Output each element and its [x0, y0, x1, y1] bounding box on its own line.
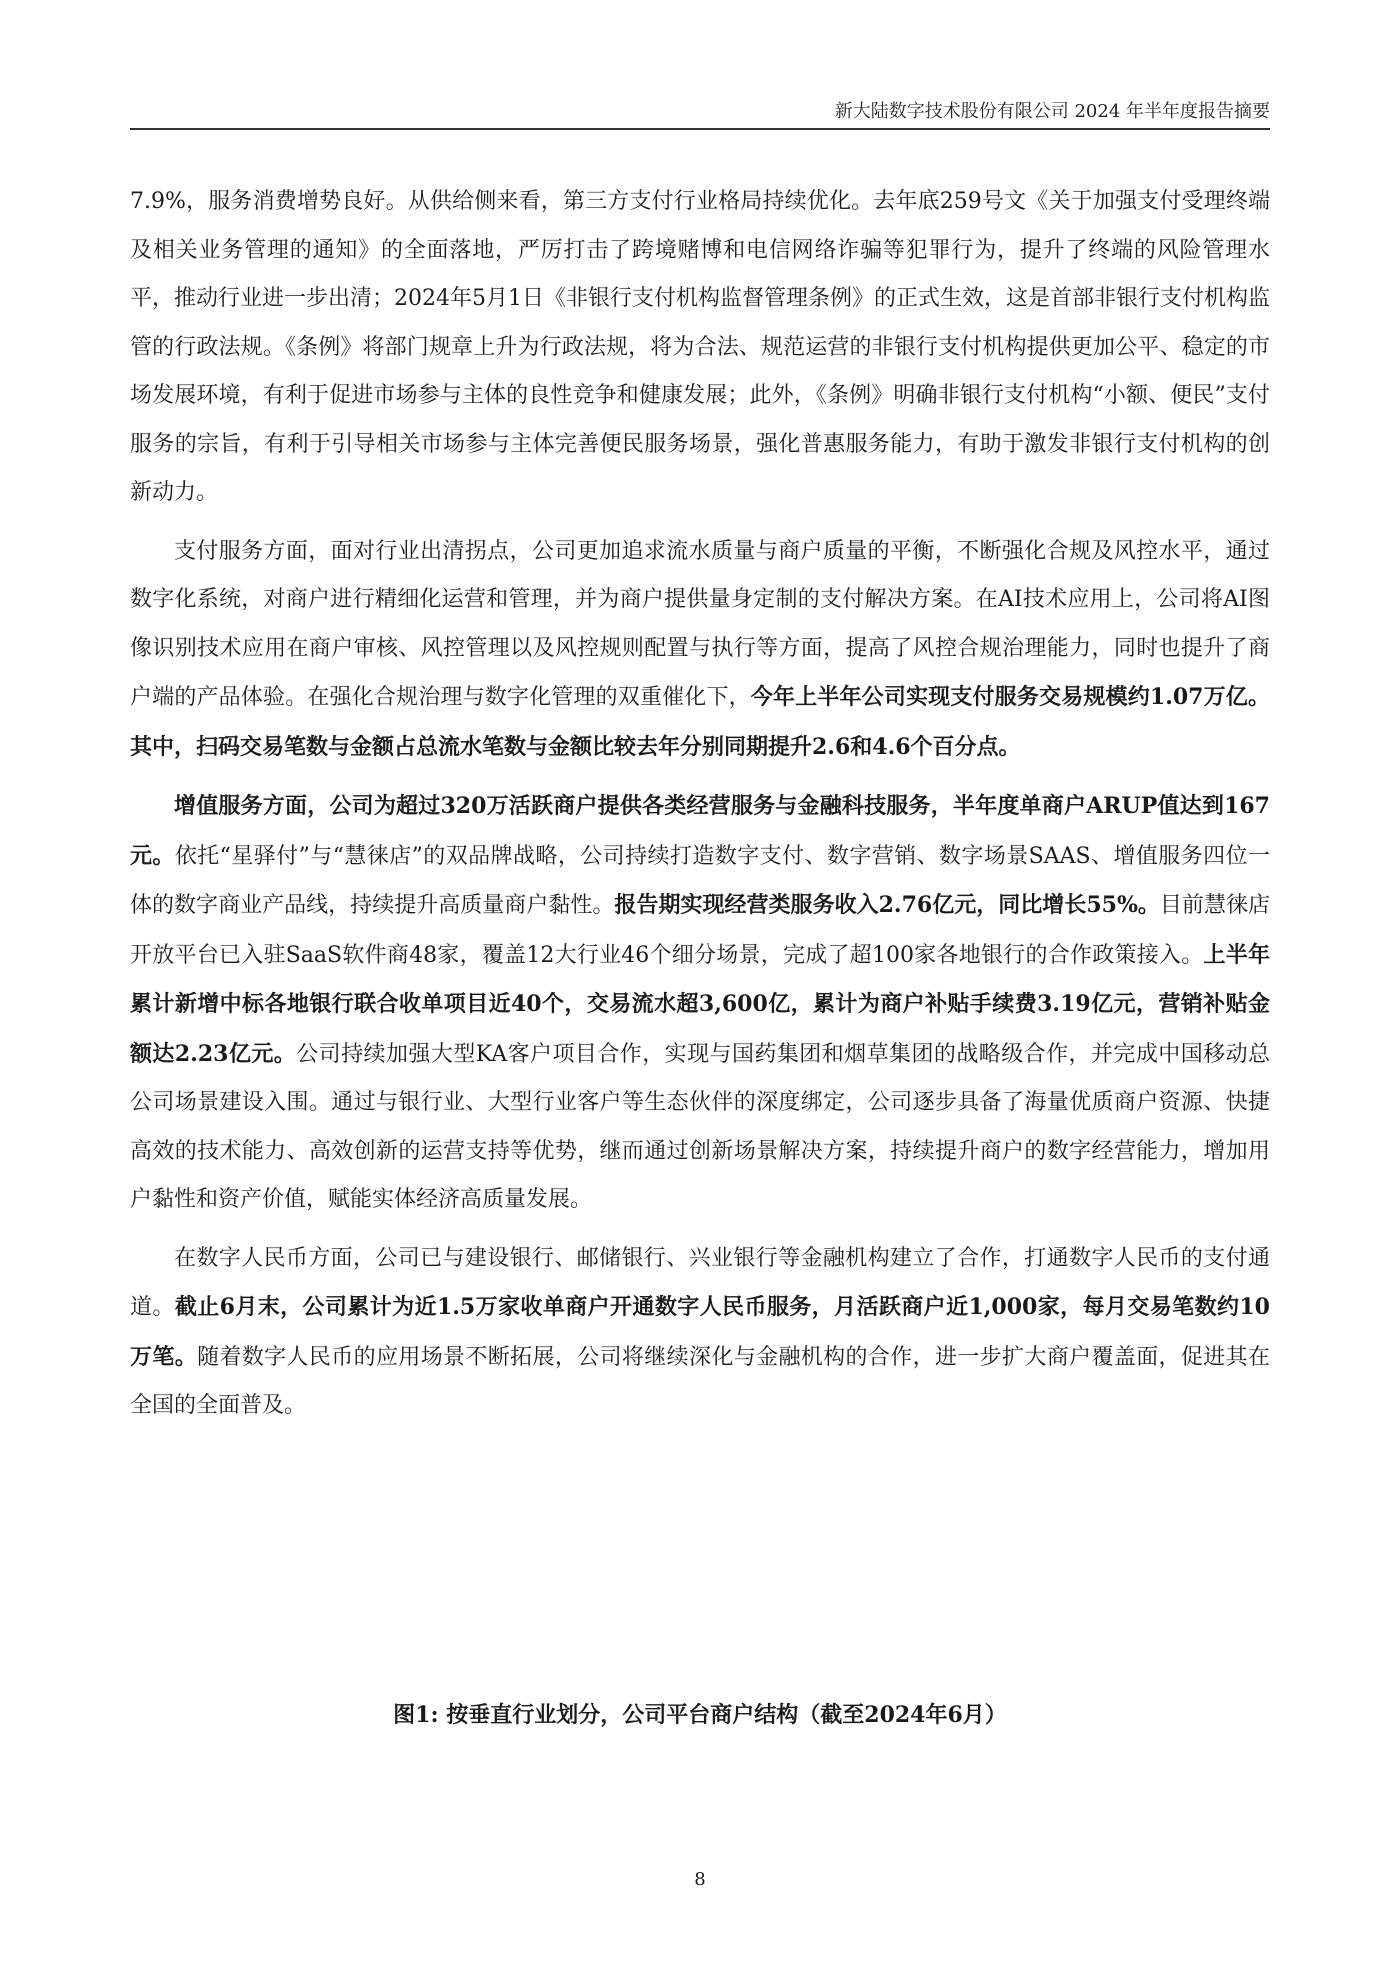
paragraph-3-text-1: 依托“星驿付”与“慧徕店”的双品牌战略，公司持续打造数字支付、数字营销、数字场景SAAS、增值服务四位一体的数字商业产品线，持续提升高质量商户黏性。	[130, 843, 1270, 918]
paragraph-3	[130, 782, 1270, 1225]
paragraph-2-bold-text: 今年上半年公司实现支付服务交易规模约1.07万亿。其中，扫码交易笔数与金额占总流水笔数与金额比较去年分别同期提升2.6和4.6个百分点。	[130, 684, 1270, 760]
paragraph-3-bold-text-1: 增值服务方面，公司为超过320万活跃商户提供各类经营服务与金融科技服务，半年度单商户ARUP值达到167元。	[130, 793, 1270, 869]
header-rule	[130, 128, 1270, 130]
body-text	[130, 178, 1270, 1431]
paragraph-1-text: 7.9%，服务消费增势良好。从供给侧来看，第三方支付行业格局持续优化。去年底259号文《关于加强支付受理终端及相关业务管理的通知》的全面落地，严厉打击了跨境赌博和电信网络诈骗等犯罪行为，提升了终端的风险管理水平，推动行业进一步出清；2024年5月1日《非银行支付机构监督管理条例》的正式生效，这是首部非银行支付机构监管的行政法规。《条例》将部门规章上升为行政法规，将为合法、规范运营的非银行支付机构提供更加公平、稳定的市场发展环境，有利于促进市场参与主体的良性竞争和健康发展；此外，《条例》明确非银行支付机构“小额、便民”支付服务的宗旨，有利于引导相关市场参与主体完善便民服务场景，强化普惠服务能力，有助于激发非银行支付机构的创新动力。	[130, 189, 1270, 505]
page-number: 8	[694, 1869, 706, 1890]
paragraph-3-text-2: 目前慧徕店开放平台已入驻SaaS软件商48家，覆盖12大行业46个细分场景，完成了超100家各地银行的合作政策接入。	[130, 893, 1270, 968]
paragraph-4	[130, 1235, 1270, 1431]
paragraph-2	[130, 528, 1270, 773]
paragraph-1	[130, 178, 1270, 518]
paragraph-3-bold-text-3: 上半年累计新增中标各地银行联合收单项目近40个，交易流水超3,600亿，累计为商户补贴手续费3.19亿元，营销补贴金额达2.23亿元。	[130, 941, 1270, 1067]
running-header: 新大陆数字技术股份有限公司 2024 年半年度报告摘要	[834, 101, 1270, 122]
paragraph-4-bold-text: 截止6月末，公司累计为近1.5万家收单商户开通数字人民币服务，月活跃商户近1,000家，每月交易笔数约10万笔。	[130, 1294, 1270, 1370]
figure-caption: 图1: 按垂直行业划分，公司平台商户结构（截至2024年6月）	[393, 1702, 1007, 1728]
paragraph-2-text: 支付服务方面，面对行业出清拐点，公司更加追求流水质量与商户质量的平衡，不断强化合规及风控水平，通过数字化系统，对商户进行精细化运营和管理，并为商户提供量身定制的支付解决方案。在AI技术应用上，公司将AI图像识别技术应用在商户审核、风控管理以及风控规则配置与执行等方面，提高了风控合规治理能力，同时也提升了商户端的产品体验。在强化合规治理与数字化管理的双重催化下，	[130, 538, 1270, 710]
paragraph-3-text-3: 公司持续加强大型KA客户项目合作，实现与国药集团和烟草集团的战略级合作，并完成中国移动总公司场景建设入围。通过与银行业、大型行业客户等生态伙伴的深度绑定，公司逐步具备了海量优质商户资源、快捷高效的技术能力、高效创新的运营支持等优势，继而通过创新场景解决方案，持续提升商户的数字经营能力，增加用户黏性和资产价值，赋能实体经济高质量发展。	[130, 1041, 1271, 1212]
paragraph-4-text-2: 随着数字人民币的应用场景不断拓展，公司将继续深化与金融机构的合作，进一步扩大商户覆盖面，促进其在全国的全面普及。	[130, 1344, 1270, 1418]
paragraph-3-bold-text-2: 报告期实现经营类服务收入2.76亿元，同比增长55%。	[614, 892, 1160, 918]
paragraph-4-text-1: 在数字人民币方面，公司已与建设银行、邮储银行、兴业银行等金融机构建立了合作，打通数字人民币的支付通道。	[130, 1245, 1270, 1320]
